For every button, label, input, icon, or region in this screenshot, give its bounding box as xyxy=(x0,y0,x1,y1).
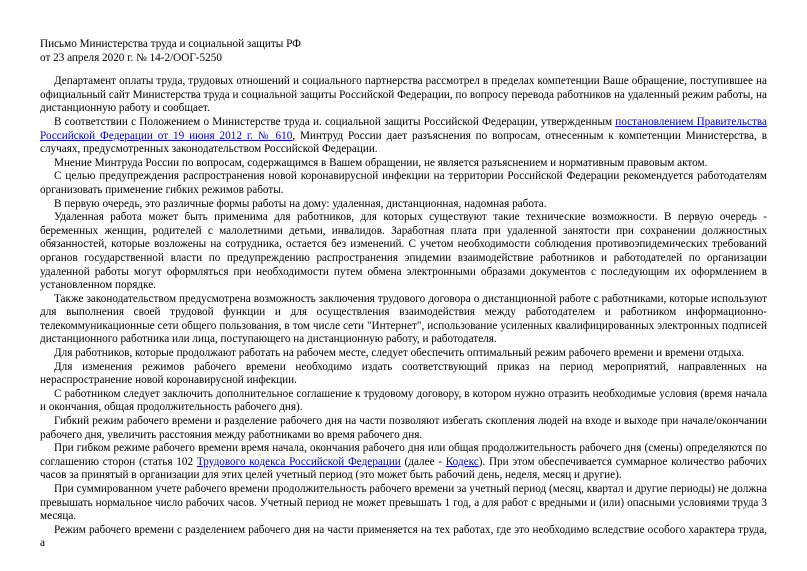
document-header xyxy=(40,38,767,65)
paragraph-2-text-b: , Минтруд России дает разъяснения по вопросам, отнесенным к компетенции Министерства, в случаях, предусмотренных законодательством Российской Федерации. xyxy=(40,129,767,156)
paragraph-13: При суммированном учете рабочего времени продолжительность рабочего времени за учетный период (месяц, квартал и другие периоды) не должна превышать нормальное число рабочих часов. Учетный период не может превышать 1 год, а для работ с вредными и (или) опасными условиями труда 3 месяца. xyxy=(40,483,767,523)
paragraph-8: Для работников, которые продолжают работать на рабочем месте, следует обеспечить оптимальный режим рабочего времени и времени отдыха. xyxy=(54,347,745,360)
paragraph-1: Департамент оплаты труда, трудовых отношений и социального партнерства рассмотрел в пределах компетенции Ваше обращение, поступившее на официальный сайт Министерства труда и социальной защиты Российской Федерации, по вопросу перевода работников на удаленный режим работы, на дистанционную работу и сообщает. xyxy=(40,75,767,115)
code-link[interactable]: Кодекс xyxy=(445,455,479,468)
paragraph-6: Удаленная работа может быть применима для работников, для которых существуют такие технические возможности. В первую очередь - беременных женщин, родителей с малолетними детьми, инвалидов. Заработная плата при удаленной занятости при сохранении должностных обязанностей, которые возложены на сотрудника, остается без изменений. С учетом необходимости соблюдения противоэпидемических требований органов государственной власти по предупреждению распространения эпидемии взаимодействие работников и работодателей по организации удаленной работы могут оформляться при необходимости путем обмена электронными образами документов с последующим их оформлением в установленном порядке. xyxy=(40,211,767,292)
paragraph-5: В первую очередь, это различные формы работы на дому: удаленная, дистанционная, надомная работа. xyxy=(54,197,547,210)
paragraph-12-text-b: (далее - xyxy=(400,455,446,468)
paragraph-3: Мнение Минтруда России по вопросам, содержащимся в Вашем обращении, не является разъяснением и нормативным правовым актом. xyxy=(54,156,708,169)
document-date-number: от 23 апреля 2020 г. № 14-2/ООГ-5250 xyxy=(40,51,222,64)
paragraph-12-text-a: При гибком режиме рабочего времени время начала, окончания рабочего дня или общая продолжительность рабочего дня (смены) определяются по соглашению сторон (статья 102 xyxy=(40,442,767,468)
paragraph-7: Также законодательством предусмотрена возможность заключения трудового договора о дистанционной работе с работниками, которые используют для выполнения своей трудовой функции и для осуществления взаимодействия между работодателем и работником информационно-телекоммуникационные сети общего пользования, в том числе сети "Интернет", использование усиленных квалифицированных электронных подписей дистанционного работника или лица, поступающего на дистанционную работу, и работодателя. xyxy=(40,292,767,346)
paragraph-9: Для изменения режимов рабочего времени необходимо издать соответствующий приказ на период мероприятий, направленных на нераспространение новой коронавирусной инфекции. xyxy=(40,360,767,387)
paragraph-2 xyxy=(40,116,767,157)
government-decree-link[interactable]: постановлением Правительства Российской Федерации от 19 июня 2012 г. № 610 xyxy=(40,115,767,142)
paragraph-14: Режим рабочего времени с разделением рабочего дня на части применяется на тех работах, где это необходимо вследствие особого характера труда, а xyxy=(40,523,767,550)
paragraph-4: С целью предупреждения распространения новой коронавирусной инфекции на территории Российской Федерации рекомендуется работодателям организовать применение гибких режимов работы. xyxy=(40,170,767,196)
paragraph-10: С работником следует заключить дополнительное соглашение к трудовому договору, в котором нужно отразить необходимые условия (время начала и окончания, общая продолжительность рабочего дня). xyxy=(40,387,767,414)
paragraph-2-text-a: В соответствии с Положением о Министерстве труда и. социальной защиты Российской Федерации, утвержденным xyxy=(54,115,616,128)
paragraph-12 xyxy=(40,442,767,483)
document-title: Письмо Министерства труда и социальной защиты РФ xyxy=(40,38,301,50)
paragraph-11: Гибкий режим рабочего времени и разделение рабочего дня на части позволяют избегать скопления людей на входе и выходе при начале/окончании рабочего дня, увеличить расстояния между работниками во время рабочего дня. xyxy=(40,415,767,441)
labor-code-link[interactable]: Трудового кодекса Российской Федерации xyxy=(196,455,401,468)
paragraph-12-text-c: ). При этом обеспечивается суммарное количество рабочих часов за принятый в организации для этих целей учетный период (это может быть рабочий день, неделя, месяц и другие). xyxy=(40,455,768,482)
